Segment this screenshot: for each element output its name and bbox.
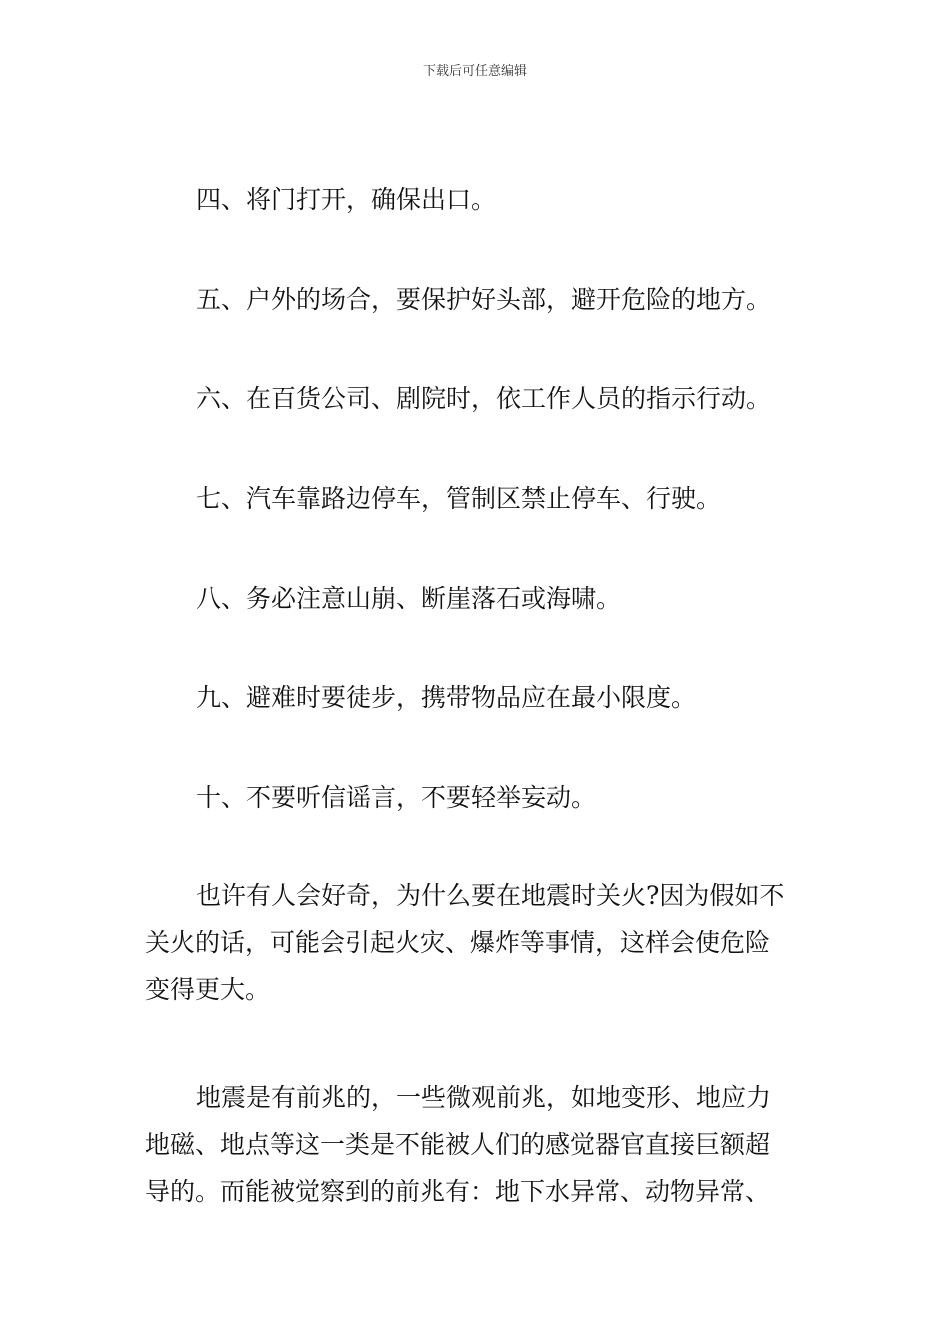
list-item-9: 九、避难时要徒步，携带物品应在最小限度。 [196, 683, 697, 712]
list-item-5: 五、户外的场合，要保护好头部，避开危险的地方。 [196, 285, 772, 314]
list-item-8: 八、务必注意山崩、断崖落石或海啸。 [196, 584, 622, 613]
paragraph-fire [145, 872, 815, 1013]
paragraph-line: 导的。而能被觉察到的前兆有：地下水异常、动物异常、 [145, 1177, 771, 1206]
paragraph-line: 地磁、地点等这一类是不能被人们的感觉器官直接巨额超 [145, 1130, 771, 1159]
paragraph-line: 变得更大。 [145, 975, 271, 1004]
page-header: 下载后可任意编辑 [422, 64, 527, 79]
list-item-7: 七、汽车靠路边停车，管制区禁止停车、行驶。 [196, 484, 722, 513]
list-item-4: 四、将门打开，确保出口。 [196, 185, 497, 214]
paragraph-precursors [145, 1074, 815, 1215]
paragraph-line: 也许有人会好奇，为什么要在地震时关火?因为假如不 [196, 881, 785, 910]
list-item-10: 十、不要听信谣言，不要轻举妄动。 [196, 783, 597, 812]
paragraph-line: 地震是有前兆的，一些微观前兆，如地变形、地应力 [196, 1083, 772, 1112]
list-item-6: 六、在百货公司、剧院时，依工作人员的指示行动。 [196, 384, 772, 413]
paragraph-line: 关火的话，可能会引起火灾、爆炸等事情，这样会使危险 [145, 928, 771, 957]
